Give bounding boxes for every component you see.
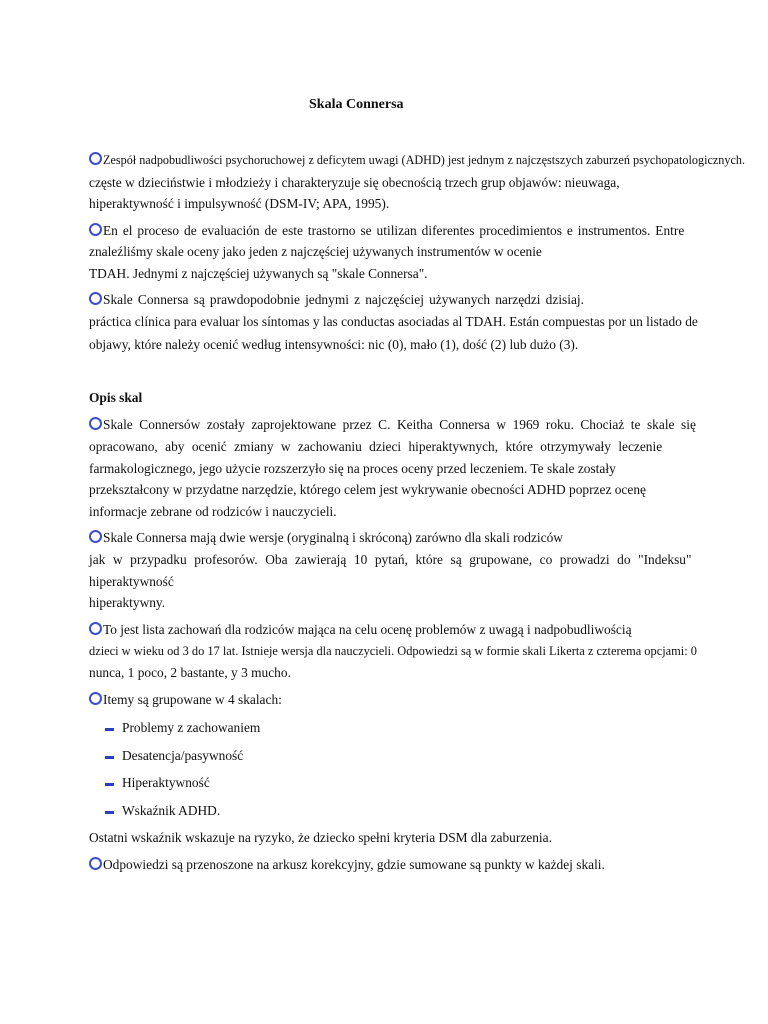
paragraph-8: Ostatni wskaźnik wskazuje na ryzyko, że dziecko spełni kryteria DSM dla zaburzenia. [89,830,552,845]
paragraph-4-line-4: przekształcony w przydatne narzędzie, którego celem jest wykrywanie obecności ADHD poprzez ocenę [89,482,646,497]
circle-bullet-icon [89,692,102,705]
circle-bullet-icon [89,223,102,236]
paragraph-3-line-2: práctica clínica para evaluar los síntomas y las conductas asociadas al TDAH. Están compuestas por un listado de [89,314,698,329]
paragraph-1-line-1 [89,152,745,168]
paragraph-1-line-2: częste w dzieciństwie i młodzieży i charakteryzuje się obecnością trzech grup objawów: nieuwaga, [89,175,620,190]
text: To jest lista zachowań dla rodziców mająca na celu ocenę problemów z uwagą i nadpobudliwością [103,622,632,637]
circle-bullet-icon [89,622,102,635]
paragraph-2-line-1 [89,223,684,239]
paragraph-5-line-4: hiperaktywny. [89,595,166,610]
list-item: Wskaźnik ADHD. [122,803,221,818]
circle-bullet-icon [89,530,102,543]
paragraph-5-line-1 [89,530,563,546]
section-heading: Opis skal [89,390,143,405]
list-item: Desatencja/pasywność [122,748,244,763]
paragraph-6-line-1 [89,622,632,638]
paragraph-4-line-2: opracowano, aby ocenić zmiany w zachowaniu dzieci hiperaktywnych, które otrzymywały leczenie [89,439,663,454]
paragraph-2-line-2: znaleźliśmy skale oceny jako jeden z najczęściej używanych instrumentów w ocenie [89,244,542,259]
circle-bullet-icon [89,857,102,870]
circle-bullet-icon [89,152,102,165]
paragraph-2-line-3: TDAH. Jednymi z najczęściej używanych są "skale Connersa". [89,266,428,281]
paragraph-4-line-3: farmakologicznego, jego użycie rozszerzyło się na proces oceny przed leczeniem. Te skale zostały [89,461,616,476]
paragraph-3-line-3: objawy, które należy ocenić według intensywności: nic (0), mało (1), dość (2) lub dużo (3). [89,337,579,352]
circle-bullet-icon [89,417,102,430]
paragraph-9 [89,857,605,873]
text: Itemy są grupowane w 4 skalach: [103,692,282,707]
text: En el proceso de evaluación de este trastorno se utilizan diferentes procedimientos e instrumentos. Entre [103,223,685,238]
list-item: Problemy z zachowaniem [122,720,261,735]
paragraph-4-line-1 [89,417,696,433]
text: Skale Connersa mają dwie wersje (oryginalną i skróconą) zarówno dla skali rodziców [103,530,563,545]
paragraph-3-line-1 [89,292,584,308]
paragraph-5-line-3: hiperaktywność [89,574,174,589]
dash-bullet-icon [105,811,114,814]
paragraph-7 [89,692,282,708]
text: Zespół nadpobudliwości psychoruchowej z deficytem uwagi (ADHD) jest jednym z najczęstszych zaburzeń psychopatologicznych. [103,153,746,167]
text: Skale Connersów zostały zaprojektowane przez C. Keitha Connersa w 1969 roku. Chociaż te skale się [103,417,696,432]
dash-bullet-icon [105,783,114,786]
paragraph-1-line-3: hiperaktywność i impulsywność (DSM-IV; APA, 1995). [89,196,390,211]
paragraph-4-line-5: informacje zebrane od rodziców i nauczycieli. [89,504,337,519]
text: Odpowiedzi są przenoszone na arkusz korekcyjny, gdzie sumowane są punkty w każdej skali. [103,857,605,872]
paragraph-6-line-2: dzieci w wieku od 3 do 17 lat. Istnieje wersja dla nauczycieli. Odpowiedzi są w formie skali Likerta z czterema opcjami: 0 [89,644,697,658]
dash-bullet-icon [105,756,114,759]
circle-bullet-icon [89,292,102,305]
text: Skale Connersa są prawdopodobnie jednymi z najczęściej używanych narzędzi dzisiaj. [103,292,584,307]
page-title: Skala Connersa [309,97,404,112]
dash-bullet-icon [105,728,114,731]
list-item: Hiperaktywność [122,775,210,790]
paragraph-5-line-2: jak w przypadku profesorów. Oba zawierają 10 pytań, które są grupowane, co prowadzi do "Indeksu" [89,552,692,567]
paragraph-6-line-3: nunca, 1 poco, 2 bastante, y 3 mucho. [89,665,291,680]
